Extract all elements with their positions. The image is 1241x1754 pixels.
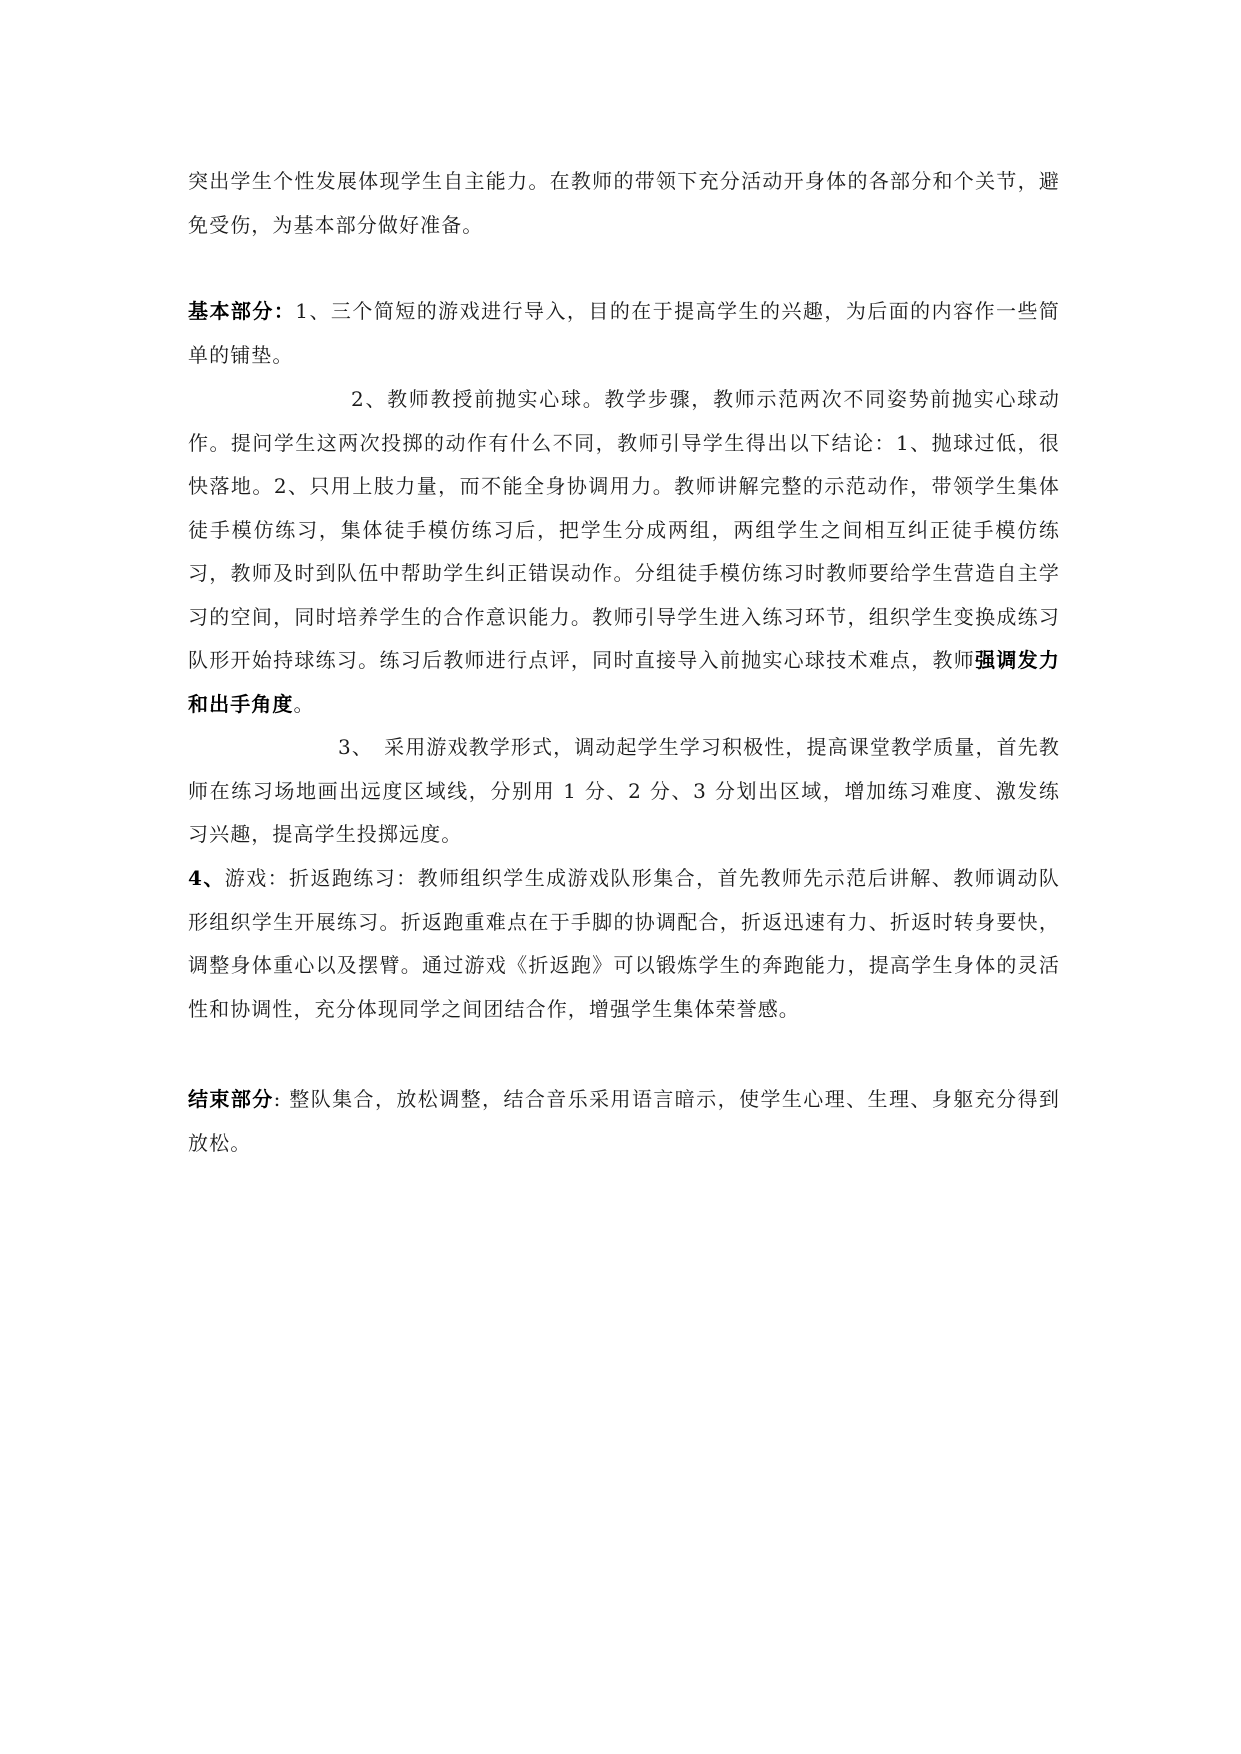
intro-paragraph bbox=[188, 160, 1060, 247]
basic-part-paragraph-3 bbox=[188, 726, 1060, 857]
basic-part-item-2: 2、教师教授前抛实心球。教学步骤，教师示范两次不同姿势前抛实心球动作。提问学生这两次投掷的动作有什么不同，教师引导学生得出以下结论：1、抛球过低，很快落地。2、只用上肢力量，而不能全身协调用力。教师讲解完整的示范动作，带领学生集体徒手模仿练习，集体徒手模仿练习后，把学生分成两组，两组学生之间相互纠正徒手模仿练习，教师及时到队伍中帮助学生纠正错误动作。分组徒手模仿练习时教师要给学生营造自主学习的空间，同时培养学生的合作意识能力。教师引导学生进入练习环节，组织学生变换成练习队形开始持球练习。练习后教师进行点评，同时直接导入前抛实心球技术难点，教师 bbox=[188, 387, 1060, 672]
basic-part-item-1: 1、三个简短的游戏进行导入，目的在于提高学生的兴趣，为后面的内容作一些简单的铺垫。 bbox=[188, 299, 1061, 367]
basic-part-paragraph-1 bbox=[188, 290, 1060, 377]
basic-part-paragraph-2 bbox=[188, 378, 1060, 726]
end-part-label: 结束部分 bbox=[188, 1087, 274, 1111]
end-part-paragraph bbox=[188, 1078, 1060, 1165]
basic-part-label: 基本部分： bbox=[188, 299, 296, 323]
end-part-text: : 整队集合，放松调整，结合音乐采用语言暗示，使学生心理、生理、身躯充分得到放松。 bbox=[188, 1087, 1060, 1155]
basic-part-item-2-emphasis: 强调发力和出手角度 bbox=[188, 648, 1060, 716]
basic-part-item-3: 3、 采用游戏教学形式，调动起学生学习积极性，提高课堂教学质量，首先教师在练习场地画出远度区域线，分别用 1 分、2 分、3 分划出区域，增加练习难度、激发练习兴趣，提高学生投掷远度。 bbox=[188, 735, 1060, 846]
basic-part-item-4: 游戏：折返跑练习：教师组织学生成游戏队形集合，首先教师先示范后讲解、教师调动队形组织学生开展练习。折返跑重难点在于手脚的协调配合，折返迅速有力、折返时转身要快，调整身体重心以及摆臂。通过游戏《折返跑》可以锻炼学生的奔跑能力，提高学生身体的灵活性和协调性，充分体现同学之间团结合作，增强学生集体荣誉感。 bbox=[188, 866, 1060, 1021]
basic-part-paragraph-4 bbox=[188, 857, 1060, 1031]
intro-text: 突出学生个性发展体现学生自主能力。在教师的带领下充分活动开身体的各部分和个关节，避免受伤，为基本部分做好准备。 bbox=[188, 169, 1060, 237]
basic-part-item-2-end: 。 bbox=[293, 691, 315, 716]
basic-part-item-4-label: 4、 bbox=[188, 866, 225, 890]
